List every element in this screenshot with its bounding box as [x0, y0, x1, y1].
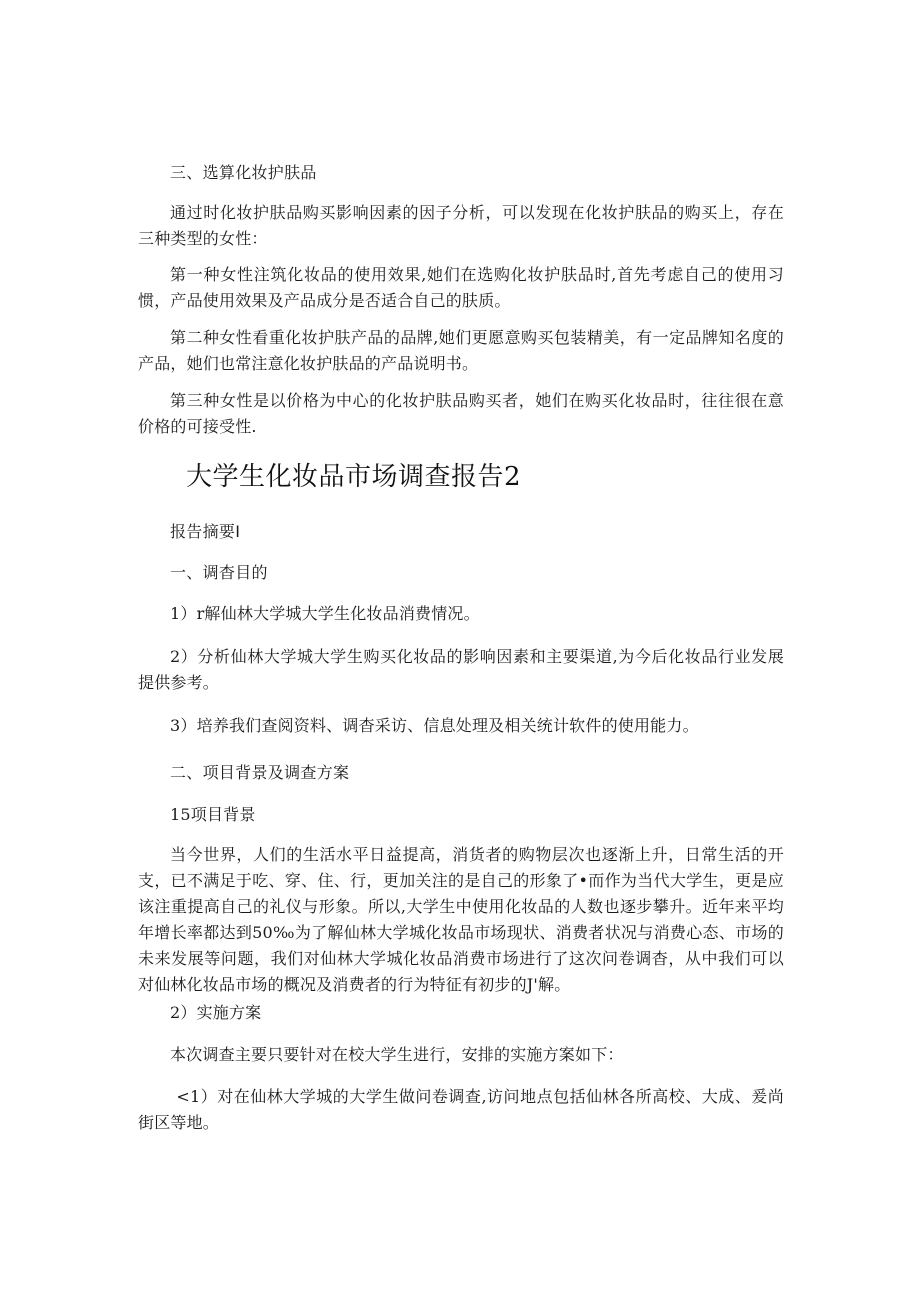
list-item: <1）对在仙林大学城的大学生做问卷调查,访问地点包括仙林各所高校、大成、爰尚街区等地。 [138, 1087, 784, 1132]
section-heading: 二、项目背景及调查方案 [170, 763, 350, 782]
summary-heading: 报告摘要I [170, 522, 241, 541]
list-item: 2）分析仙林大学城大学生购买化妆品的影响因素和主要渠道,为今后化妆品行业发展提供参考。 [138, 647, 784, 692]
report-title: 大学生化妆品市场调查报告2 [186, 462, 522, 492]
list-item: 3）培养我们查阅资料、调杳采访、信息处理及相关统计软件的使用能力。 [170, 716, 699, 735]
subheading: 2）实施方案 [170, 1003, 262, 1022]
section-heading: 一、调杳目的 [170, 563, 268, 582]
subheading: 15项目背景 [170, 805, 256, 824]
paragraph: 第一种女性注筑化妆品的使用效果,她们在选购化妆护肤品时,首先考虑自己的使用习惯，产品使用效果及产品成分是否适合自己的肤质。 [138, 265, 784, 310]
paragraph: 当今世界，人们的生活水平日益提高，消货者的购物层次也逐渐上升，日常生活的开支，已不满足于吃、穿、住、行，更加关注的是自己的形象了•而作为当代大学生，更是应该注重提高自己的礼仪与形象。所以,大学生中使用化妆品的人数也逐步攀升。近年来平均年增长率都达到50‰为了解仙林大学城化妆品市场现状、消费者状况与消费心态、市场的未来发展等问题，我们对仙林大学城化妆品消费市场进行了这次问卷调杳，从中我们可以对仙林化妆品市场的概况及消费者的行为特征有初步的J'解。 [138, 845, 784, 994]
paragraph: 通过时化妆护肤品购买影响因素的因子分析，可以发现在化妆护肤品的购买上，存在三种类型的女性： [138, 203, 784, 248]
paragraph: 第二种女性看重化妆护肤产品的品牌,她们更愿意购买包装精美，有一定品牌知名度的产品，她们也常注意化妆护肤品的产品说明书。 [138, 328, 784, 373]
paragraph: 本次调查主要只要针对在校大学生进行，安排的实施方案如下： [170, 1045, 624, 1064]
paragraph: 第三种女性是以价格为中心的化妆护肤品购买者，她们在购买化妆品时，往往很在意价格的可接受性. [138, 391, 784, 436]
section-heading: 三、选算化妆护肤品 [170, 163, 317, 182]
list-item: 1）r解仙林大学城大学生化妆品消费情况。 [170, 604, 480, 623]
